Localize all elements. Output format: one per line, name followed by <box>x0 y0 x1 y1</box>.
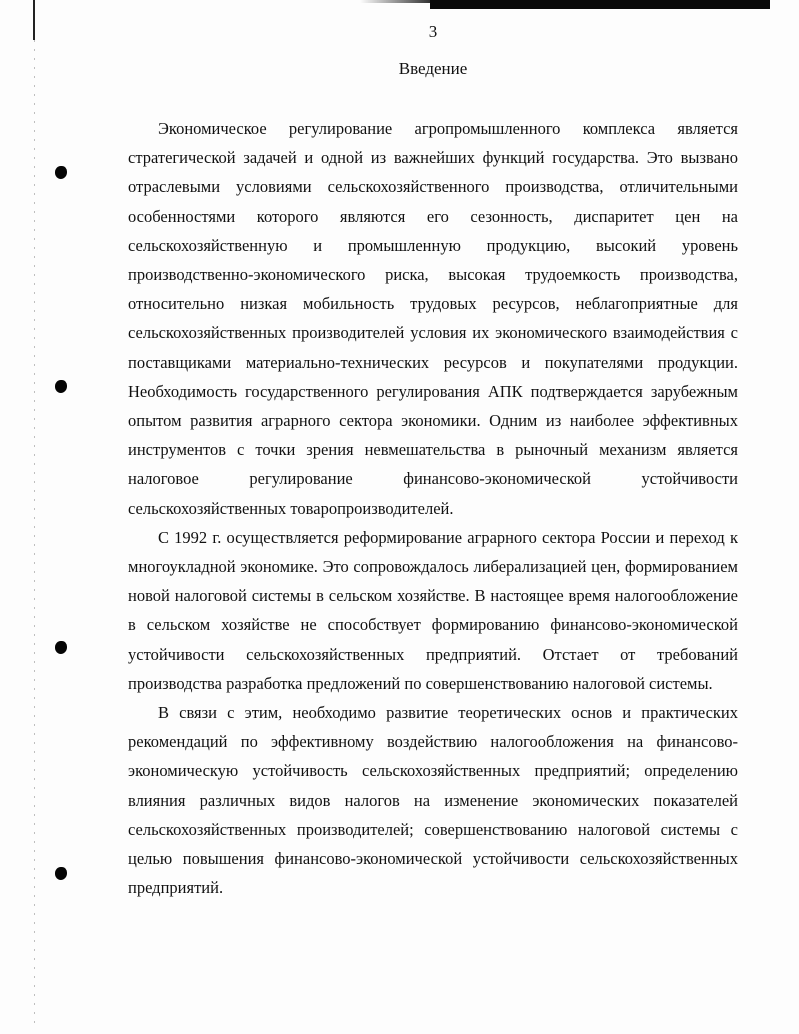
left-margin-dots <box>34 40 35 1030</box>
section-heading: Введение <box>398 59 468 78</box>
paragraph: В связи с этим, необходимо развитие теоретических основ и практических рекомендаций по эффективному воздействию налогообложения на финансово-экономическую устойчивость сельскохозяйственных предприятий; определению влияния различных видов налогов на изменение экономических показателей сельскохозяйственных производителей; совершенствованию налоговой системы с целью повышения финансово-экономической устойчивости сельскохозяйственных предприятий. <box>128 703 738 898</box>
scan-edge-bar <box>430 0 770 9</box>
scan-edge-artifact <box>360 0 430 3</box>
page-number: 3 <box>428 22 438 41</box>
punch-hole-mark <box>55 166 67 179</box>
punch-hole-mark <box>55 867 67 880</box>
body-text <box>128 114 738 902</box>
paragraph: Экономическое регулирование агропромышленного комплекса является стратегической задачей и одной из важнейших функций государства. Это вызвано отраслевыми условиями сельскохозяйственного производства, отличительными особенностями которого являются его сезонность, диспаритет цен на сельскохозяйственную и промышленную продукцию, высокий уровень производственно-экономического риска, высокая трудоемкость производства, относительно низкая мобильность трудовых ресурсов, неблагоприятные для сельскохозяйственных производителей условия их экономического взаимодействия с поставщиками материально-технических ресурсов и покупателями продукции. Необходимость государственного регулирования АПК подтверждается зарубежным опытом развития аграрного сектора экономики. Одним из наиболее эффективных инструментов с точки зрения невмешательства в рыночный механизм является налоговое регулирование финансово-экономической устойчивости сельскохозяйственных товаропроизводителей. <box>128 119 738 518</box>
punch-hole-mark <box>55 641 67 654</box>
paragraph: С 1992 г. осуществляется реформирование аграрного сектора России и переход к многоукладной экономике. Это сопровождалось либерализацией цен, формированием новой налоговой системы в сельском хозяйстве. В настоящее время налогообложение в сельском хозяйстве не способствует формированию финансово-экономической устойчивости сельскохозяйственных предприятий. Отстает от требований производства разработка предложений по совершенствованию налоговой системы. <box>128 527 738 693</box>
punch-hole-mark <box>55 380 67 393</box>
